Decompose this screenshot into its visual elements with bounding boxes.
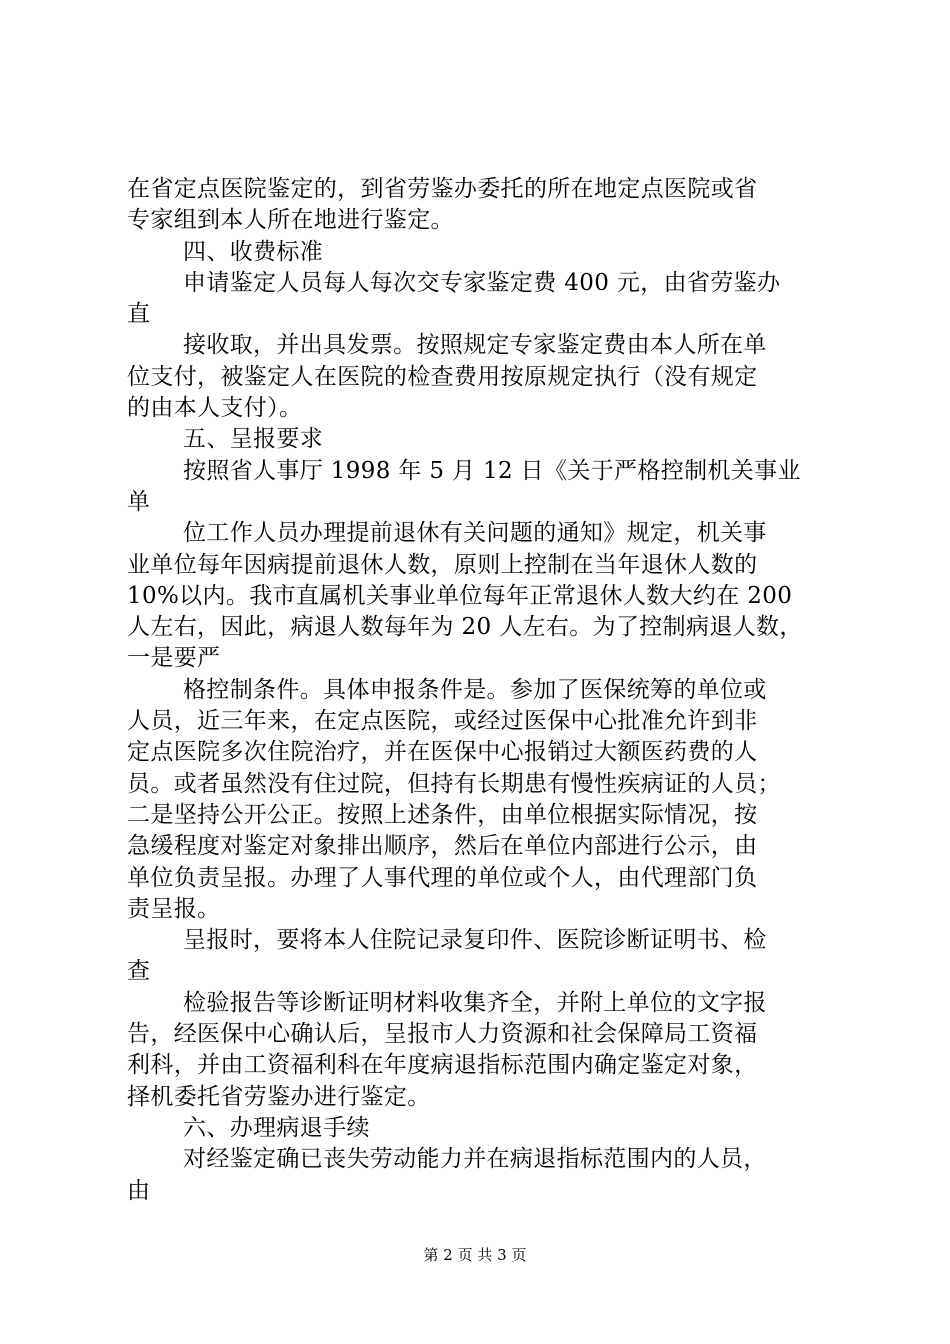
text-line: 接收取，并出具发票。按照规定专家鉴定费由本人所在单: [183, 332, 767, 359]
text-line: 六、办理病退手续: [183, 1114, 370, 1141]
text-line: 二是坚持公开公正。按照上述条件，由单位根据实际情况，按: [127, 801, 758, 828]
text-line: 人员，近三年来，在定点医院，或经过医保中心批准允许到非: [127, 708, 758, 735]
text-line: 10%以内。我市直属机关事业单位每年正常退休人数大约在 200: [127, 582, 793, 609]
text-line: 对经鉴定确已丧失劳动能力并在病退指标范围内的人员，: [183, 1146, 767, 1173]
text-line: 择机委托省劳鉴办进行鉴定。: [127, 1083, 431, 1110]
text-line: 业单位每年因病提前退休人数，原则上控制在当年退休人数的: [127, 551, 758, 578]
text-line: 单位负责呈报。办理了人事代理的单位或个人，由代理部门负: [127, 864, 758, 891]
text-line: 一是要严: [127, 645, 221, 672]
text-line: 告，经医保中心确认后，呈报市人力资源和社会保障局工资福: [127, 1021, 758, 1048]
text-line: 直: [127, 301, 151, 328]
text-line: 定点医院多次住院治疗，并在医保中心报销过大额医药费的人: [127, 739, 758, 766]
text-line: 四、收费标准: [183, 238, 324, 265]
text-line: 急缓程度对鉴定对象排出顺序，然后在单位内部进行公示，由: [127, 833, 758, 860]
text-line: 位工作人员办理提前退休有关问题的通知》规定，机关事: [183, 520, 767, 547]
text-line: 呈报时，要将本人住院记录复印件、医院诊断证明书、检: [183, 927, 767, 954]
text-line: 由: [127, 1177, 151, 1204]
document-body: [127, 174, 832, 1207]
text-line: 检验报告等诊断证明材料收集齐全，并附上单位的文字报: [183, 989, 767, 1016]
text-line: 单: [127, 488, 151, 515]
text-line: 利科，并由工资福利科在年度病退指标范围内确定鉴定对象，: [127, 1052, 758, 1079]
text-line: 五、呈报要求: [183, 426, 324, 453]
text-line: 申请鉴定人员每人每次交专家鉴定费 400 元，由省劳鉴办: [183, 269, 781, 296]
text-line: 格控制条件。具体申报条件是。参加了医保统筹的单位或: [183, 676, 767, 703]
page-footer: 第 2 页 共 3 页: [423, 1246, 527, 1264]
text-line: 在省定点医院鉴定的，到省劳鉴办委托的所在地定点医院或省: [127, 176, 758, 202]
text-line: 的由本人支付）。: [127, 395, 303, 422]
text-line: 专家组到本人所在地进行鉴定。: [127, 207, 454, 234]
text-line: 员。或者虽然没有住过院，但持有长期患有慢性疾病证的人员；: [127, 770, 781, 797]
text-line: 按照省人事厅 1998 年 5 月 12 日《关于严格控制机关事业: [183, 457, 801, 484]
text-line: 责呈报。: [127, 895, 221, 922]
text-line: 人左右，因此，病退人数每年为 20 人左右。为了控制病退人数，: [127, 614, 803, 641]
text-line: 查: [127, 958, 151, 985]
text-line: 位支付，被鉴定人在医院的检查费用按原规定执行（没有规定: [127, 363, 758, 390]
